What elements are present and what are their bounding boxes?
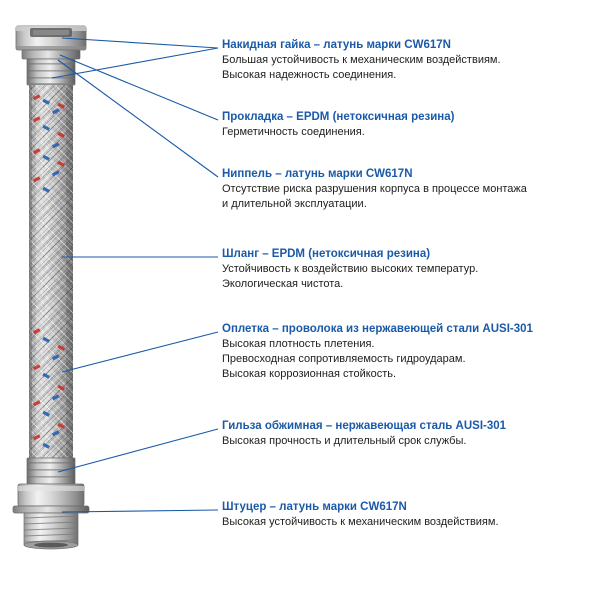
- callout-nippel: [222, 167, 527, 212]
- callout-title: Гильза обжимная – нержавеющая сталь AUSI-301: [222, 420, 507, 432]
- upper-crimp-sleeve: [27, 59, 75, 85]
- leader-line-gilza-obzhimnaya: [58, 429, 218, 472]
- callout-title: Ниппель – латунь марки CW617N: [222, 168, 413, 180]
- callout-shtutser: [222, 500, 499, 530]
- leader-line-nippel: [58, 60, 218, 177]
- callout-description-line: Экологическая чистота.: [222, 278, 344, 290]
- callout-description-line: Отсутствие риска разрушения корпуса в процессе монтажа: [222, 183, 527, 195]
- callout-gilza-obzhimnaya: [222, 419, 506, 449]
- callout-description-line: Герметичность соединения.: [222, 126, 365, 138]
- leader-line-prokladka: [60, 55, 218, 120]
- bottom-stud-fitting: [13, 484, 89, 549]
- lower-crimp-sleeve: [27, 458, 75, 484]
- callout-description-line: Устойчивость к воздействию высоких температур.: [222, 263, 479, 275]
- callout-description-line: Превосходная сопротивляемость гидроударам.: [222, 353, 466, 365]
- leader-line-opletka: [62, 332, 218, 372]
- callout-description-line: Высокая коррозионная стойкость.: [222, 368, 397, 380]
- braided-hose: [29, 85, 73, 460]
- callout-description-line: Высокая прочность и длительный срок службы.: [222, 435, 467, 447]
- callout-description-line: Высокая плотность плетения.: [222, 338, 375, 350]
- callout-description-line: Высокая надежность соединения.: [222, 69, 397, 81]
- callout-title: Оплетка – проволока из нержавеющей стали AUSI-301: [222, 323, 533, 335]
- leader-lines: [52, 38, 218, 512]
- callout-opletka: [222, 322, 533, 382]
- callout-nakidnaya-gayka: [222, 38, 501, 83]
- callout-description-line: Высокая устойчивость к механическим воздействиям.: [222, 516, 499, 528]
- callout-title: Накидная гайка – латунь марки CW617N: [222, 39, 451, 51]
- callout-description-line: Большая устойчивость к механическим воздействиям.: [222, 54, 501, 66]
- callout-title: Прокладка – EPDM (нетоксичная резина): [222, 111, 455, 123]
- callout-description-line: и длительной эксплуатации.: [222, 198, 367, 210]
- callout-title: Штуцер – латунь марки CW617N: [222, 501, 407, 513]
- callout-shlang: [222, 247, 478, 292]
- callout-prokladka: [222, 110, 454, 140]
- callout-title: Шланг – EPDM (нетоксичная резина): [222, 248, 431, 260]
- top-nut: [16, 26, 86, 59]
